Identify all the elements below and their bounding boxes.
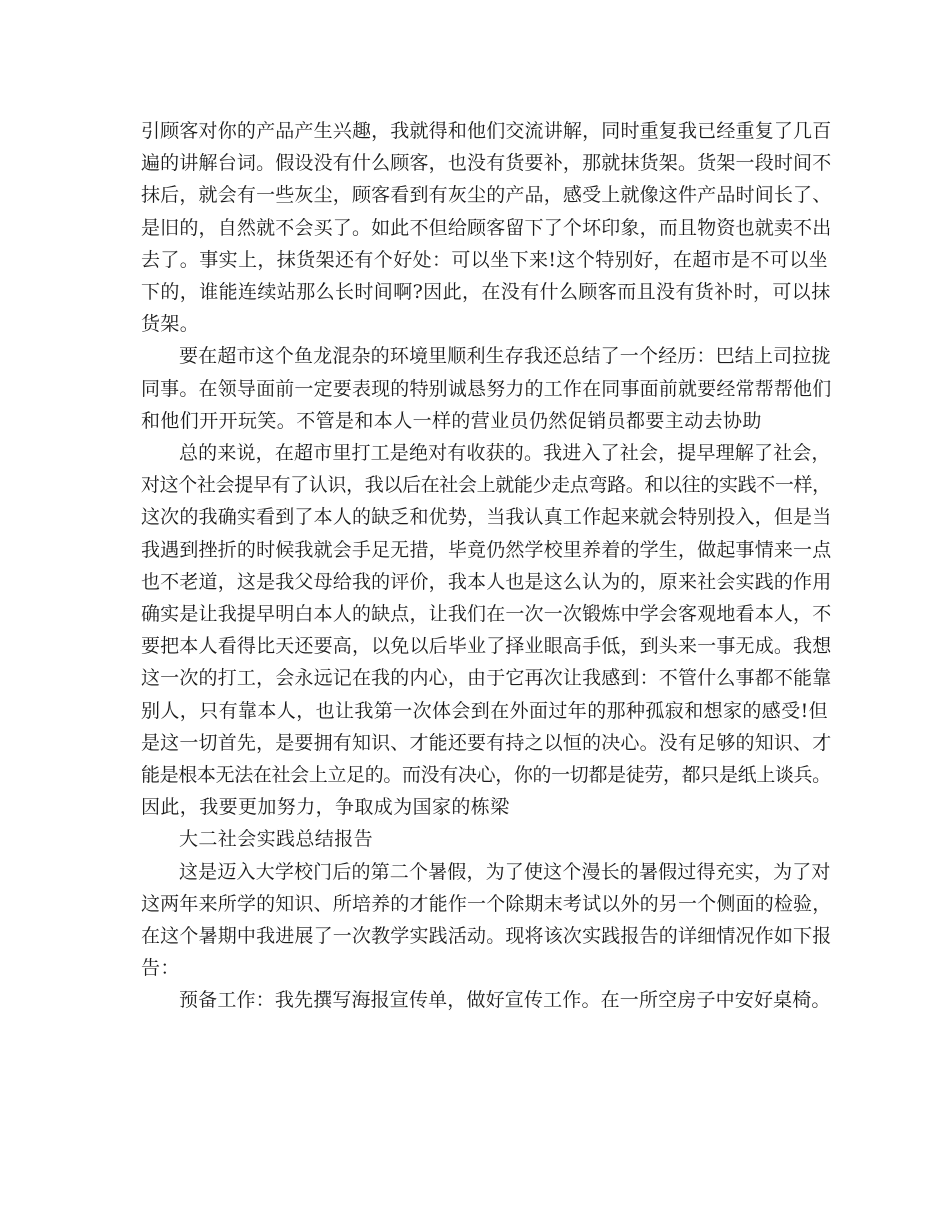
- text-line: 下的，谁能连续站那么长时间啊?因此，在没有什么顾客而且没有货补时，可以抹: [141, 281, 831, 304]
- text-line: 要在超市这个鱼龙混杂的环境里顺利生存我还总结了一个经历：巴结上司拉拢: [179, 345, 831, 368]
- section-heading: [141, 823, 821, 855]
- text-line: 我遇到挫折的时候我就会手足无措，毕竟仍然学校里养着的学生，做起事情来一点: [141, 538, 832, 561]
- text-line: 确实是让我提早明白本人的缺点，让我们在一次一次锻炼中学会客观地看本人，不: [141, 603, 832, 626]
- paragraph-preparation: [141, 984, 831, 1016]
- text-line: 是这一切首先，是要拥有知识、才能还要有持之以恒的决心。没有足够的知识、才: [141, 731, 832, 754]
- text-line: 别人，只有靠本人，也让我第一次体会到在外面过年的那种孤寂和想家的感受!但: [141, 699, 829, 722]
- text-line: 这是迈入大学校门后的第二个暑假，为了使这个漫长的暑假过得充实，为了对: [179, 860, 831, 883]
- text-line: 总的来说，在超市里打工是绝对有收获的。我进入了社会，提早理解了社会，: [179, 442, 831, 465]
- text-line: 同事。在领导面前一定要表现的特别诚恳努力的工作在同事面前就要经常帮帮他们: [141, 377, 832, 400]
- text-line: 预备工作：我先撰写海报宣传单，做好宣传工作。在一所空房子中安好桌椅。: [179, 989, 831, 1012]
- text-line: 能是根本无法在社会上立足的。而没有决心，你的一切都是徒劳，都只是纸上谈兵。: [141, 764, 831, 787]
- text-line: 在这个暑期中我进展了一次教学实践活动。现将该次实践报告的详细情况作如下报: [141, 925, 832, 948]
- report-title: 大二社会实践总结报告: [179, 828, 374, 851]
- text-line: 也不老道，这是我父母给我的评价，我本人也是这么认为的，原来社会实践的作用: [141, 570, 832, 593]
- paragraph-workplace-survival: [141, 340, 832, 437]
- paragraph-summary: [141, 437, 832, 823]
- text-line: 去了。事实上，抹货架还有个好处：可以坐下来!这个特别好，在超市是不可以坐: [141, 248, 829, 271]
- document-body: [141, 115, 832, 1017]
- text-line: 因此，我要更加努力，争取成为国家的栋梁: [141, 796, 510, 819]
- text-line: 对这个社会提早有了认识，我以后在社会上就能少走点弯路。和以往的实践不一样，: [141, 474, 831, 497]
- text-line: 抹后，就会有一些灰尘，顾客看到有灰尘的产品，感受上就像这件产品时间长了、: [141, 184, 832, 207]
- text-line: 这两年来所学的知识、所培养的才能作一个除期末考试以外的另一个侧面的检验，: [141, 892, 832, 915]
- text-line: 货架。: [141, 313, 200, 336]
- text-line: 这一次的打工，会永远记在我的内心，由于它再次让我感到：不管什么事都不能靠: [141, 667, 832, 690]
- text-line: 遍的讲解台词。假设没有什么顾客，也没有货要补，那就抹货架。货架一段时间不: [141, 152, 832, 175]
- text-line: 是旧的，自然就不会买了。如此不但给顾客留下了个坏印象，而且物资也就卖不出: [141, 216, 832, 239]
- paragraph-report-intro: [141, 856, 832, 985]
- text-line: 这次的我确实看到了本人的缺乏和优势，当我认真工作起来就会特别投入，但是当: [141, 506, 832, 529]
- text-line: 要把本人看得比天还要高，以免以后毕业了择业眼高手低，到头来一事无成。我想: [141, 635, 832, 658]
- text-line: 告：: [141, 957, 180, 980]
- text-line: 和他们开开玩笑。不管是和本人一样的营业员仍然促销员都要主动去协助: [141, 409, 762, 432]
- paragraph-shelf-cleaning: [141, 115, 832, 340]
- text-line: 引顾客对你的产品产生兴趣，我就得和他们交流讲解，同时重复我已经重复了几百: [141, 120, 832, 142]
